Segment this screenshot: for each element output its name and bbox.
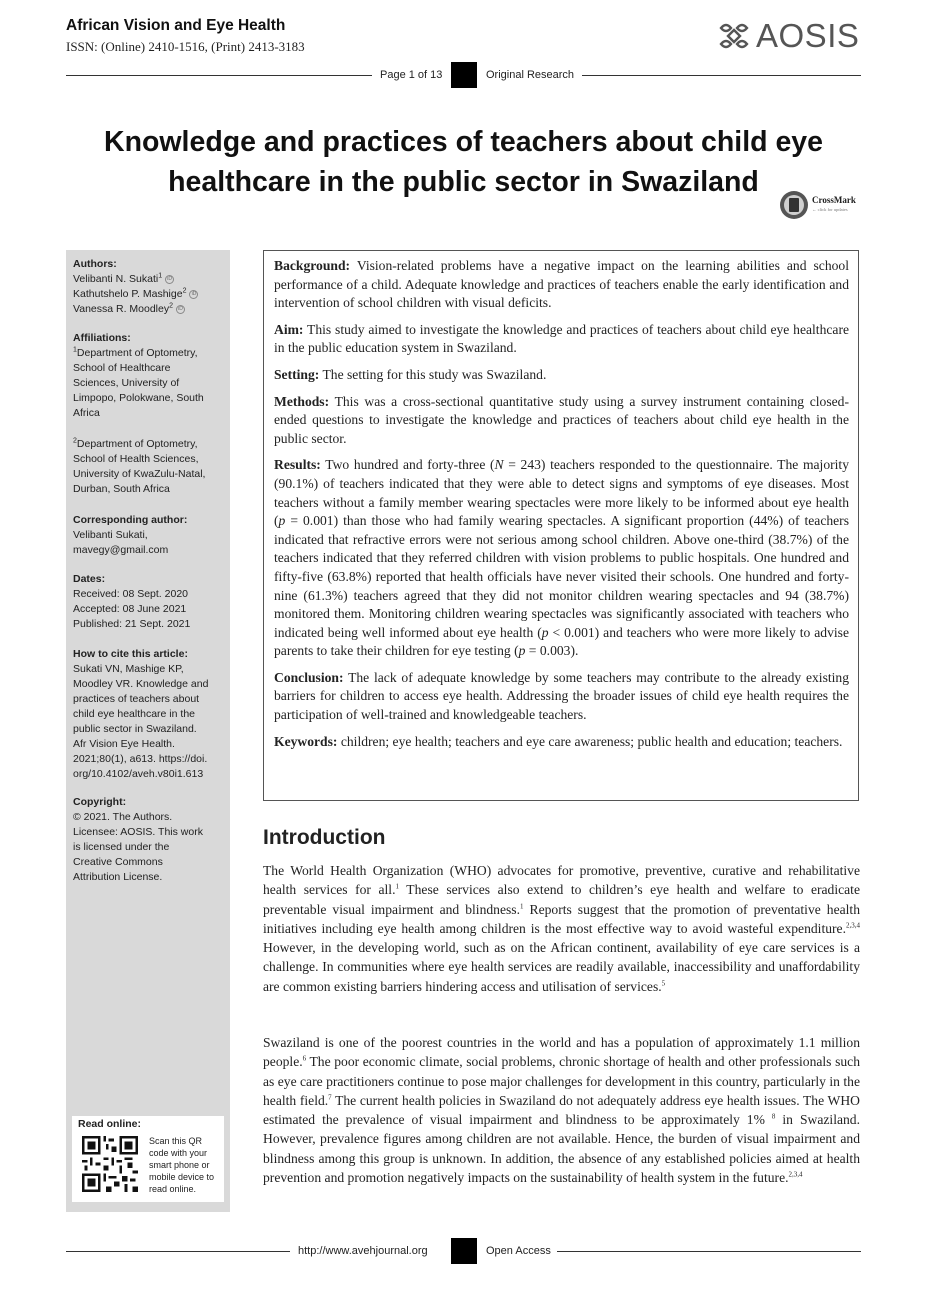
citation-line: Afr Vision Eye Health. — [73, 738, 175, 750]
read-online-box — [72, 1116, 224, 1202]
orcid-icon[interactable]: iD — [176, 305, 185, 314]
footer-rule-left — [66, 1251, 290, 1252]
footer-rule-right — [557, 1251, 861, 1252]
citation-ref[interactable]: 5 — [661, 979, 666, 988]
corresponding-name: Velibanti Sukati, — [73, 529, 148, 541]
abstract-background: Background: Vision-related problems have a negative impact on the learning abilities and school performance of a child. Adequate knowledge and practices of teachers enable the early identification and intervention of school children with visual deficits. — [274, 258, 850, 311]
dates-block — [73, 572, 228, 632]
citation-line: practices of teachers about — [73, 693, 200, 705]
issn: ISSN: (Online) 2410-1516, (Print) 2413-3183 — [66, 39, 305, 54]
author-sup: 2 — [182, 287, 187, 295]
affiliations-heading: Affiliations: — [73, 332, 131, 344]
date-published: Published: 21 Sept. 2021 — [73, 618, 191, 630]
page-number: Page 1 of 13 — [380, 69, 443, 81]
article-type: Original Research — [486, 69, 575, 81]
copyright-heading: Copyright: — [73, 796, 127, 808]
citation-doi-link[interactable]: 2021;80(1), a613. https://doi. — [73, 753, 208, 765]
abstract-box — [263, 250, 859, 801]
read-online-heading: Read online: — [78, 1118, 142, 1130]
aosis-logo-icon — [718, 20, 750, 52]
citation-ref[interactable]: 6 — [302, 1054, 307, 1063]
affiliations-block — [73, 331, 228, 421]
open-access-label: Open Access — [486, 1245, 551, 1257]
orcid-icon[interactable]: iD — [165, 275, 174, 284]
citation-doi-link[interactable]: org/10.4102/aveh.v80i1.613 — [73, 768, 204, 780]
copyright-line: is licensed under the — [73, 841, 170, 853]
journal-name: African Vision and Eye Health — [66, 17, 286, 34]
section-heading-introduction: Introduction — [263, 826, 386, 849]
title-line-2: healthcare in the public sector in Swaziland — [168, 166, 759, 198]
license-link[interactable]: Creative Commons — [73, 856, 163, 868]
crossmark-icon — [779, 190, 809, 220]
journal-url-link[interactable]: http://www.avehjournal.org — [298, 1245, 428, 1257]
dates-heading: Dates: — [73, 573, 106, 585]
article-title — [66, 122, 861, 202]
abstract-methods: Methods: This was a cross-sectional quantitative study using a survey instrument containing closed-ended questions to investigate the knowledge and practices of teachers about child eye health in the public sector. — [274, 393, 850, 446]
header-rule-left — [66, 75, 372, 76]
crossmark-badge[interactable] — [779, 190, 856, 220]
title-line-1: Knowledge and practices of teachers about child eye — [103, 126, 824, 158]
citation-ref[interactable]: 2,3,4 — [846, 921, 860, 930]
citation-ref[interactable]: 2,3,4 — [788, 1170, 803, 1179]
citation-ref[interactable]: 1 — [519, 902, 524, 911]
orcid-icon[interactable]: iD — [189, 290, 198, 299]
header-block — [451, 62, 477, 88]
intro-paragraph-2: Swaziland is one of the poorest countries in the world and has a population of approximately 1.1 million people.$^6$ The poor economic climate, social problems, chronic shortage of health and other professionals such as eye care practitioners continue to pose major challenges for development in this country, particularly in the health field.$^7$ The current health policies in Swaziland do not adequately address eye health issues. The WHO estimated the prevalence of visual impairment and blindness to be approximately 1% $^8$ in Swaziland. However, prevalence figures among children are not available. Hence, the burden of visual impairment and blindness among this group is unknown. In addition, the absence of any established policies aimed at health prevention and promotion negatively impacts on the sustainability of health system in the future.$^{2,3,4}$ — [263, 1035, 860, 1186]
authors-block — [73, 257, 228, 317]
abstract-setting: Setting: The setting for this study was Swaziland. — [274, 366, 547, 382]
author-name: Kathutshelo P. Mashige — [73, 288, 183, 300]
citation-ref[interactable]: 8 — [771, 1112, 776, 1121]
citation-ref[interactable]: 7 — [328, 1093, 332, 1102]
citation-ref[interactable]: 1 — [395, 882, 399, 891]
affiliation-1: $^1$Department of Optometry, School of Healthcare Sciences, University of Limpopo, Polokwane, South Africa — [73, 346, 204, 419]
citation-line: Moodley VR. Knowledge and — [73, 678, 209, 690]
logo-text: AOSIS — [756, 17, 860, 54]
affiliation-2: $^2$Department of Optometry, School of Health Sciences, University of KwaZulu-Natal, Durban, South Africa — [73, 437, 206, 495]
qr-code-icon[interactable] — [82, 1136, 138, 1192]
date-received: Received: 08 Sept. 2020 — [73, 588, 188, 600]
date-accepted: Accepted: 08 June 2021 — [73, 603, 187, 615]
author-2[interactable] — [73, 287, 228, 302]
abstract-conclusion: Conclusion: The lack of adequate knowledge by some teachers may contribute to the already existing barriers for children to access eye health. Addressing the broader issues of child eye health requires the participation of well-trained and knowledgeable teachers. — [274, 669, 850, 723]
citation-line: child eye healthcare in the — [73, 708, 195, 720]
corresponding-block — [73, 513, 228, 558]
author-name: Vanessa R. Moodley — [73, 303, 170, 315]
abstract-keywords: Keywords: children; eye health; teachers and eye care awareness; public health and education; teachers. — [274, 733, 843, 749]
corresponding-email[interactable]: mavegy@gmail.com — [73, 544, 169, 556]
citation-heading: How to cite this article: — [73, 648, 188, 660]
citation-block — [73, 647, 228, 782]
citation-line: Sukati VN, Mashige KP, — [73, 663, 184, 675]
author-name: Velibanti N. Sukati — [73, 273, 159, 285]
copyright-block — [73, 795, 228, 885]
crossmark-sub: ← click for updates — [812, 207, 848, 212]
abstract-results: Results: Two hundred and forty-three (N = 243) teachers responded to the questionnaire. The majority (90.1%) of teachers indicated that they were able to detect signs and symptoms of eye diseases. Most teachers without a family member wearing spectacles were more likely to be informed about eye health (p = 0.001) than those who had family wearing spectacles. A significant proportion (44%) of teachers indicated that refractive errors were not serious among school children. Above one-third (38.7%) of the teachers indicated that they referred children with vision problems to public hospitals. One hundred and fifty-five (63.8%) reported that health officials have never visited their schools. One hundred and forty-nine (61.3%) teachers agreed that they did not monitor children wearing spectacles and 94 (38.7%) monitored them. Monitoring children wearing spectacles was significantly associated with teachers who indicated being well informed about eye health (p < 0.001) and teachers who were more likely to advise parents to take their children for eye testing (p = 0.003). — [274, 457, 849, 659]
abstract-aim: Aim: This study aimed to investigate the knowledge and practices of teachers about child eye healthcare in the public education system in Swaziland. — [274, 321, 850, 356]
copyright-line: © 2021. The Authors. — [73, 811, 173, 823]
intro-paragraph-1: The World Health Organization (WHO) advocates for promotive, preventive, curative and rehabilitative health services for all.$^1$ These services also extend to children’s eye health and welfare to eradicate preventable visual impairment and blindness.$^1$ Reports suggest that the promotion of preventative health initiatives including eye health among children is the most effective way to avoid wasteful expenditure.$^{2,3,4}$ However, in the developing world, such as on the African continent, availability of eye care services is a challenge. In communities where eye health services are readily available, inaccessibility and unaffordability are common existing barriers hindering access and utilisation of services.$^5$ — [263, 863, 861, 994]
footer-block — [451, 1238, 477, 1264]
crossmark-label: CrossMark — [812, 195, 856, 205]
author-1[interactable] — [73, 272, 228, 287]
author-sup: 2 — [169, 302, 174, 310]
publisher-logo[interactable] — [718, 19, 859, 53]
license-link[interactable]: Attribution License. — [73, 871, 163, 883]
corresponding-heading: Corresponding author: — [73, 514, 188, 526]
author-3[interactable] — [73, 302, 228, 317]
copyright-line: Licensee: AOSIS. This work — [73, 826, 203, 838]
header-rule-right — [582, 75, 861, 76]
qr-instructions: Scan this QR code with your smart phone or mobile device to read online. — [149, 1136, 215, 1194]
citation-line: public sector in Swaziland. — [73, 723, 197, 735]
authors-heading: Authors: — [73, 258, 117, 270]
article-info-sidebar — [66, 250, 230, 1212]
author-sup: 1 — [158, 272, 163, 280]
